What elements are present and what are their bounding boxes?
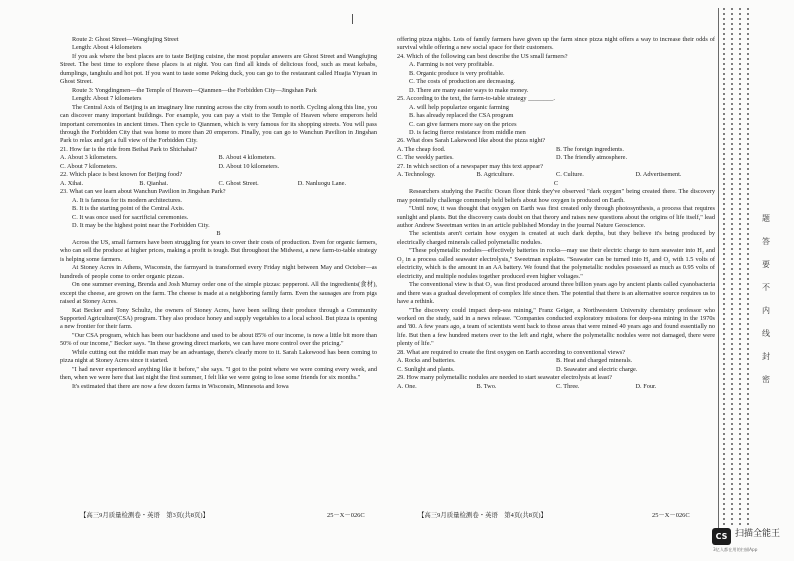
section-letter: C	[553, 179, 559, 187]
text-line: Across the US, small farmers have been struggling for years to cover their costs of production. Even for organic farmers, who can sell the produce at higher prices, making a profit is tough. But throughout the Midwest, a new farm-to-table strategy is helping some farmers.	[60, 238, 379, 263]
text-line: 21. How far is the ride from Beihai Park to Shichahai?	[60, 145, 198, 153]
section-letter: B	[216, 230, 221, 238]
text-line: The scientists aren't certain how oxygen is created at such dark depths, but they believe it's being produced by electrically charged minerals called polymetallic nodules.	[397, 230, 717, 246]
footer-right-title: 【高三9月质量检测卷・英语 第4页(共8页)】	[418, 512, 547, 519]
binding-char: 题	[762, 214, 770, 223]
text-line: 24. Which of the following can best describe the US small farmers?	[397, 52, 568, 60]
answer-option: C. The weekly parties.	[397, 154, 454, 162]
binding-char: 不	[762, 283, 770, 292]
answer-option: D. Advertisement.	[635, 171, 682, 179]
text-line: A. Farming is not very profitable.	[409, 61, 494, 69]
answer-option: D. Four.	[635, 382, 657, 390]
text-line: D. It may be the highest point near the Forbidden City.	[72, 221, 210, 229]
text-line: 29. How many polymetallic nodules are needed to start seawater electrolysis at least?	[397, 374, 612, 382]
text-line: B. has already replaced the CSA program	[409, 112, 514, 120]
answer-options	[397, 146, 715, 154]
answer-option: B. Agriculture.	[476, 171, 515, 179]
answer-option: B. The foreign ingredients.	[556, 145, 624, 153]
scanner-watermark	[704, 526, 794, 556]
text-line: B. Organic produce is very profitable.	[409, 69, 505, 77]
text-line: Researchers studying the Pacific Ocean floor think they've observed "dark oxygen" being created there. The discovery may potentially challenge commonly held beliefs about how oxygen is produced on Earth.	[397, 188, 717, 204]
text-line: "Our CSA program, which has been our backbone and used to be about 85% of our income, is now a little bit more than 50% of our income," Becker says. "In these growing direct markets, we can have more control over the pricing."	[60, 331, 379, 348]
footer-left	[80, 511, 365, 520]
text-line: At Stoney Acres in Athens, Wisconsin, the farmyard is transformed every Friday night between May and October—as hundreds of people come to order organic pizzas.	[60, 264, 379, 280]
binding-char: 线	[762, 329, 770, 338]
text-line: C. It was once used for sacrificial ceremonies.	[72, 213, 189, 221]
answer-option: D. Nanluogu Lane.	[297, 179, 347, 187]
text-line: 27. In which section of a newspaper may this text appear?	[397, 162, 544, 170]
left-column	[60, 36, 377, 391]
answer-options	[397, 383, 715, 391]
answer-option: B. Heat and charged minerals.	[556, 357, 633, 365]
footer-left-title: 【高三9月质量检测卷・英语 第3页(共8页)】	[80, 512, 209, 519]
margin-stripe	[739, 8, 741, 528]
margin-stripe	[747, 8, 749, 528]
answer-options	[397, 366, 715, 374]
footer-right-code: 25－X－026C	[652, 512, 690, 519]
text-line: "I had never experienced anything like it before," she says. "I got to the point where we were coming every week, and then, when we were here that last night the first summer, I felt like we were going to lose some friends for six months."	[60, 365, 379, 382]
text-line: D. is facing fierce resistance from middle men	[409, 128, 526, 136]
answer-option: C. Ghost Street.	[218, 179, 259, 187]
text-line: D. There are many easier ways to make money.	[409, 86, 529, 94]
right-column	[397, 36, 715, 391]
text-line: While cutting out the middle man may be an advantage, there's clearly more to it. Sarah Lakewood has been coming to pizza night at Stoney Acres since it started.	[60, 348, 379, 365]
answer-option: C. Three.	[556, 382, 580, 390]
answer-option: A. Rocks and batteries.	[397, 357, 456, 365]
text-line: "Until now, it was thought that oxygen on Earth was first created only through photosynthesis, a process that requires sunlight and plants. But the discovery casts doubt on that theory and raises new questions about the origins of life itself," lead author Andrew Sweetman writes in an article published Monday in the journal Nature Geoscience.	[397, 205, 717, 229]
text-line: Kat Becker and Tony Schultz, the owners of Stoney Acres, have been selling their produce through a Community Supported Agriculture(CSA) program. They also produce honey and supply vegetables to a local school. But pizza is opening a new frontier for their farm.	[60, 306, 379, 331]
text-line: 28. What are required to create the first oxygen on Earth according to conventional views?	[397, 348, 626, 356]
margin-stripe	[731, 8, 733, 528]
text-line: On one summer evening, Brenda and Josh Murray order one of the simple pizzas: pepperoni. All the ingredients(食材), except the cheese, are grown on the farm. The cheese is made at a neighboring family farm. Even the sausages are from pigs raised at Stoney Acres.	[60, 281, 379, 306]
text-line: The conventional view is that O₂ was first produced around three billion years ago by ancient plants called cyanobacteria and there was a gradual development of complex life since then. The potential that there is an alternative source requires us to have a rethink.	[397, 281, 717, 306]
text-line: C. can give farmers more say on the prices	[409, 120, 517, 128]
text-line: A. It is famous for its modern architectures.	[72, 196, 182, 204]
answer-option: B. About 4 kilometers.	[218, 154, 276, 162]
binding-char: 要	[762, 260, 770, 269]
binding-char: 封	[762, 352, 770, 361]
answer-option: D. The friendly atmosphere.	[556, 154, 628, 162]
answer-option: D. About 10 kilometers.	[218, 162, 280, 170]
answer-option: C. Culture.	[556, 171, 584, 179]
footer-left-code: 25－X－026C	[327, 512, 365, 519]
text-line: It's estimated that there are now a few dozen farms in Wisconsin, Minnesota and Iowa	[72, 382, 289, 390]
text-line: Route 3: Yongdingmen—the Temple of Heaven—Qianmen—the Forbidden City—Jingshan Park	[72, 86, 317, 94]
text-line: 25. According to the text, the farm-to-table strategy ________.	[397, 95, 555, 103]
binding-char: 密	[762, 375, 770, 384]
answer-option: A. The cheap food.	[397, 145, 446, 153]
text-line: "These polymetallic nodules—effectively batteries in rocks—may use their electric charge to turn seawater into H₂ and O₂ in a process called seawater electrolysis," Sweetman explains. "Seawater can be turned into H₂ and O₂ with 1.5 volts of electricity, which is the amount in an AA battery. We found that the polymetallic nodules possessed as much as 0.95 volts of electricity, and multiple nodules together produced even higher voltages."	[397, 247, 717, 280]
answer-option: A. Technology.	[397, 171, 436, 179]
cs-tagline: 3亿人都在用的扫描App	[713, 547, 758, 552]
answer-option: A. One.	[397, 382, 417, 390]
text-line: If you ask where the best places are to taste Beijing cuisine, the most popular answers are Ghost Street and Wangfujing Street. The best time to explore these places is at night. You can find all kinds of delicious food, such as meat kebabs, dumplings, tanghulu and hot pot. If you want to taste some Peking duck, you can go to the restaurant called Huajia Yiyuan in Ghost Street.	[60, 52, 379, 86]
text-line: A. will help popularize organic farming	[409, 103, 509, 111]
binding-char: 内	[762, 306, 770, 315]
margin-stripe	[723, 8, 725, 528]
answer-option: B. Two.	[476, 382, 497, 390]
text-line: C. The costs of production are decreasing.	[409, 78, 516, 86]
answer-option: D. Seawater and electric charge.	[556, 365, 638, 373]
text-line: B. It is the starting point of the Central Axis.	[72, 205, 185, 213]
answer-options	[397, 154, 715, 162]
text-line: Length: About 4 kilometers	[72, 44, 142, 52]
text-line: "The discovery could impact deep-sea mining," Franz Geiger, a Northwestern University chemistry professor who worked on the study, said in a news release. "Companies conducted exploratory missions for deep-sea mining in the 1970s and '80. A few years ago, a team of scientists went back to those areas that were mined 40 years ago and found essentially no life. But then a few hundred meters over to the left and right, where the polymetallic nodules were not damaged, there were plenty of life."	[397, 306, 717, 348]
text-line: offering pizza nights. Lots of family farmers have given up the farm since pizza night offers a way to increase their odds of survival while offering a new social space for their customers.	[397, 36, 717, 52]
answer-options	[60, 163, 377, 171]
answer-options	[397, 171, 715, 179]
fold-mark	[352, 14, 353, 24]
answer-option: C. About 7 kilometers.	[60, 162, 118, 170]
text-line: Length: About 7 kilometers	[72, 95, 142, 103]
answer-option: B. Qianhai.	[139, 179, 169, 187]
answer-options	[397, 357, 715, 365]
text-line: The Central Axis of Beijing is an imaginary line running across the city from south to north. Cycling along this line, you can discover many important buildings. For example, you can pay a visit to the Temple of Heaven where emperors held important ceremonies in ancient times. Then cycle to Qianmen, which is very famous for its shopping streets. You will pass through the Forbidden City that was home to more than 20 emperors. Finally, you can go to Wanchun Pavilion in Jingshan Park to relax and get a full view of the Forbidden City.	[60, 103, 379, 145]
answer-option: A. Xihai.	[60, 179, 84, 187]
answer-options	[60, 180, 377, 188]
binding-margin	[718, 8, 783, 528]
answer-options	[60, 154, 377, 162]
text-line: 26. What does Sarah Lakewood like about the pizza night?	[397, 137, 546, 145]
text-line: Route 2: Ghost Street—Wangfujing Street	[72, 36, 179, 43]
cs-app-name: 扫描全能王	[735, 529, 781, 539]
cs-logo: CS	[712, 528, 731, 545]
binding-line-note	[759, 214, 773, 398]
binding-char: 答	[762, 237, 770, 246]
footer-right	[418, 511, 690, 520]
answer-option: C. Sunlight and plants.	[397, 365, 455, 373]
text-line: 22. Which place is best known for Beijing food?	[60, 171, 183, 179]
answer-option: A. About 3 kilometers.	[60, 154, 118, 162]
text-line: 23. What can we learn about Wanchun Pavilion in Jingshan Park?	[60, 188, 226, 196]
